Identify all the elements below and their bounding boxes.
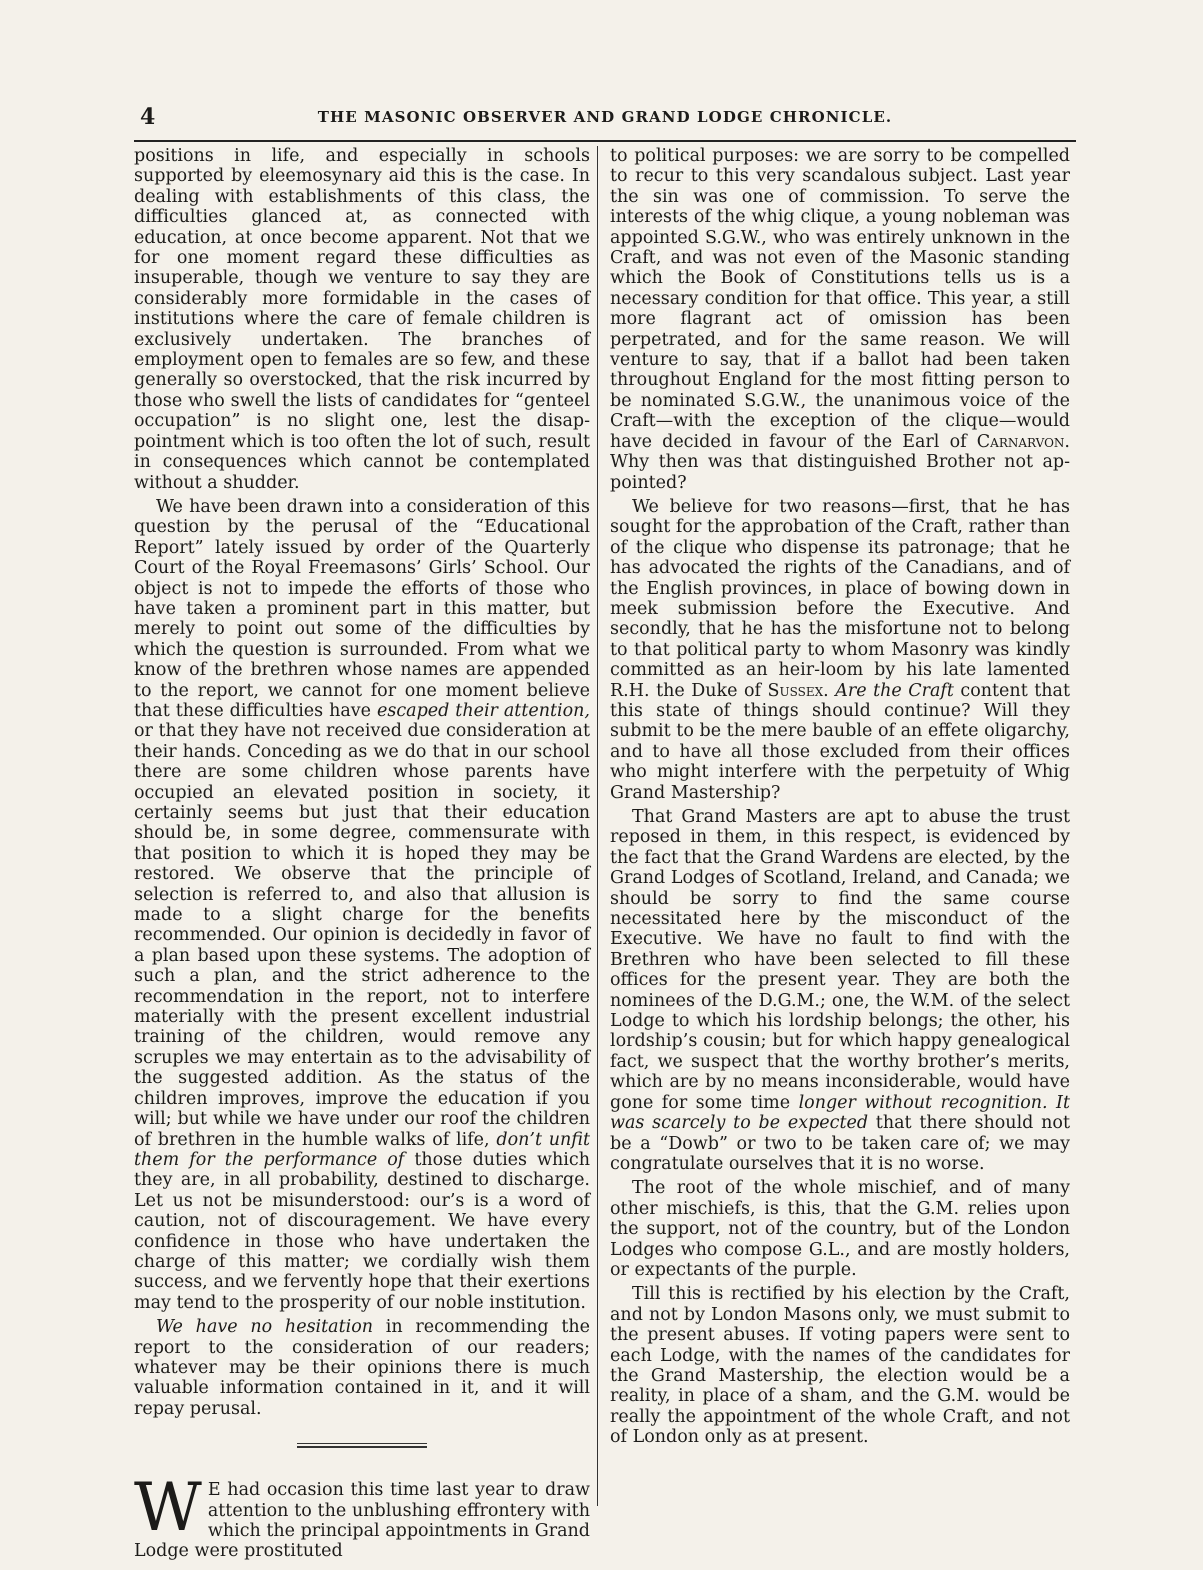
running-title: THE MASONIC OBSERVER AND GRAND LODGE CHRONICLE. [317,108,893,126]
paragraph: Till this is rectified by his election by the Craft, and not by London Masons only, we must submit to the present abuses. If voting papers were sent to each Lodge, with the names of the candidates for the Grand Mastership, the election would be a reality, in place of a sham, and the G.M. would be really the appointment of the whole Craft, and not of London only as at present. [610,1284,1070,1448]
left-column [134,146,590,1562]
paragraph: That Grand Masters are apt to abuse the trust reposed in them, in this respect, is evidenced by the fact that the Grand Wardens are elected, by the Grand Lodges of Scotland, Ireland, and Canada; we should be sorry to find the same course necessitated here by the misconduct of the Executive. We have no fault to find with the Brethren who have been selected to fill these offices for the present year. They are both the nominees of the D.G.M.; one, the W.M. of the select Lodge to which his lordship belongs; the other, his lordship’s cousin; but for which happy genealogical fact, we suspect that the worthy brother’s merits, which are by no means inconsiderable, would have gone for some time longer without recognition. It was scarcely to be expected that there should not be a “Dowb” or two to be taken care of; we may congratulate ourselves that it is no worse. [610,807,1071,1174]
paragraph: to political purposes: we are sorry to be compelled to recur to this very scandalous subject. Last year the sin was one of commission. To serve the interests of the whig clique, a young nobleman was appointed S.G.W., who was entirely unknown in the Craft, and was not even of the Masonic standing which the Book of Constitutions tells us is a necessary condition for that office. This year, a still more flagrant act of omission has been perpetrated, and for the same reason. We will venture to say, that if a ballot had been taken throughout England for the most fitting person to be nominated S.G.W., the unanimous voice of the Craft—with the exception of the clique—would have decided in favour of the Earl of Carnarvon. Why then was that distinguished Brother not appointed? [610,146,1070,493]
column-divider [597,146,598,1506]
paragraph: The root of the whole mischief, and of many other mischiefs, is this, that the G.M. relies upon the support, not of the country, but of the London Lodges who compose G.L., and are mostly holders, or expectants of the purple. [610,1178,1070,1280]
page-header [134,106,1076,132]
paragraph: W E had occasion this time last year to draw attention to the unblushing effrontery with which the principal appointments in Grand Lodge were prostituted [134,1469,590,1562]
paragraph: We believe for two reasons—first, that he has sought for the approbation of the Craft, rather than of the clique who dispense its patronage; that he has advocated the rights of the Canadians, and of the English provinces, in place of bowing down in meek submission before the Executive. And secondly, that he has the misfortune not to belong to that political party to whom Masonry was kindly committed as an heir-loom by his late lamented R.H. the Duke of Sussex. Are the Craft content that this state of things should continue? Will they submit to be the mere bauble of an effete oligarchy, and to have all those excluded from their offices who might interfere with the perpetuity of Whig Grand Mastership? [610,496,1070,803]
paragraph: positions in life, and especially in schools supported by eleemosynary aid this is the case. In dealing with establishments of this class, the difficulties glanced at, as connected with education, at once become apparent. Not that we for one moment regard these difficulties as insuperable, though we venture to say they are considerably more formidable in the cases of institutions where the care of female children is exclusively undertaken. The branches of employment open to females are so few, and these generally so overstocked, that the risk incurred by those who swell the lists of candidates for “genteel occupation” is no slight one, lest the disappointment which is too often the lot of such, result in consequences which cannot be contemplated without a shudder. [134,146,590,493]
paragraph: We have been drawn into a consideration of this question by the perusal of the “Educational Report” lately issued by order of the Quarterly Court of the Royal Freemasons’ Girls’ School. Our object is not to impede the efforts of those who have taken a prominent part in this matter, but merely to point out some of the difficulties by which the question is surrounded. From what we know of the brethren whose names are appended to the report, we cannot for one moment believe that these difficulties have escaped their attention, or that they have not received due consideration at their hands. Conceding as we do that in our school there are some children whose parents have occupied an elevated position in society, it certainly seems but just that their education should be, in some degree, commensurate with that position to which it is hoped they may be restored. We observe that the principle of selection is referred to, and also that allusion is made to a slight charge for the benefits recommended. Our opinion is decidedly in favor of a plan based upon these systems. The adoption of such a plan, and the strict adherence to the recommendation in the report, not to interfere materially with the present excellent industrial training of the children, would remove any scruples we may entertain as to the advisability of the suggested addition. As the status of the children improves, improve the education if you will; but while we have under our roof the children of brethren in the humble walks of life, don’t unfit them for the performance of those duties which they are, in all probability, destined to discharge. Let us not be misunderstood: our’s is a word of caution, not of discouragement. We have every confidence in those who have undertaken the charge of this matter; we cordially wish them success, and we fervently hope that their exertions may tend to the prosperity of our noble institution. [134,496,590,1313]
header-rule [134,140,1076,142]
section-separator [297,1443,427,1448]
paragraph: We have no hesitation in recommending the report to the consideration of our readers; whatever may be their opinions there is much valuable information contained in it, and it will repay perusal. [134,1317,590,1419]
drop-cap: W [134,1469,202,1547]
page-number: 4 [140,104,156,130]
right-column [610,146,1070,1448]
